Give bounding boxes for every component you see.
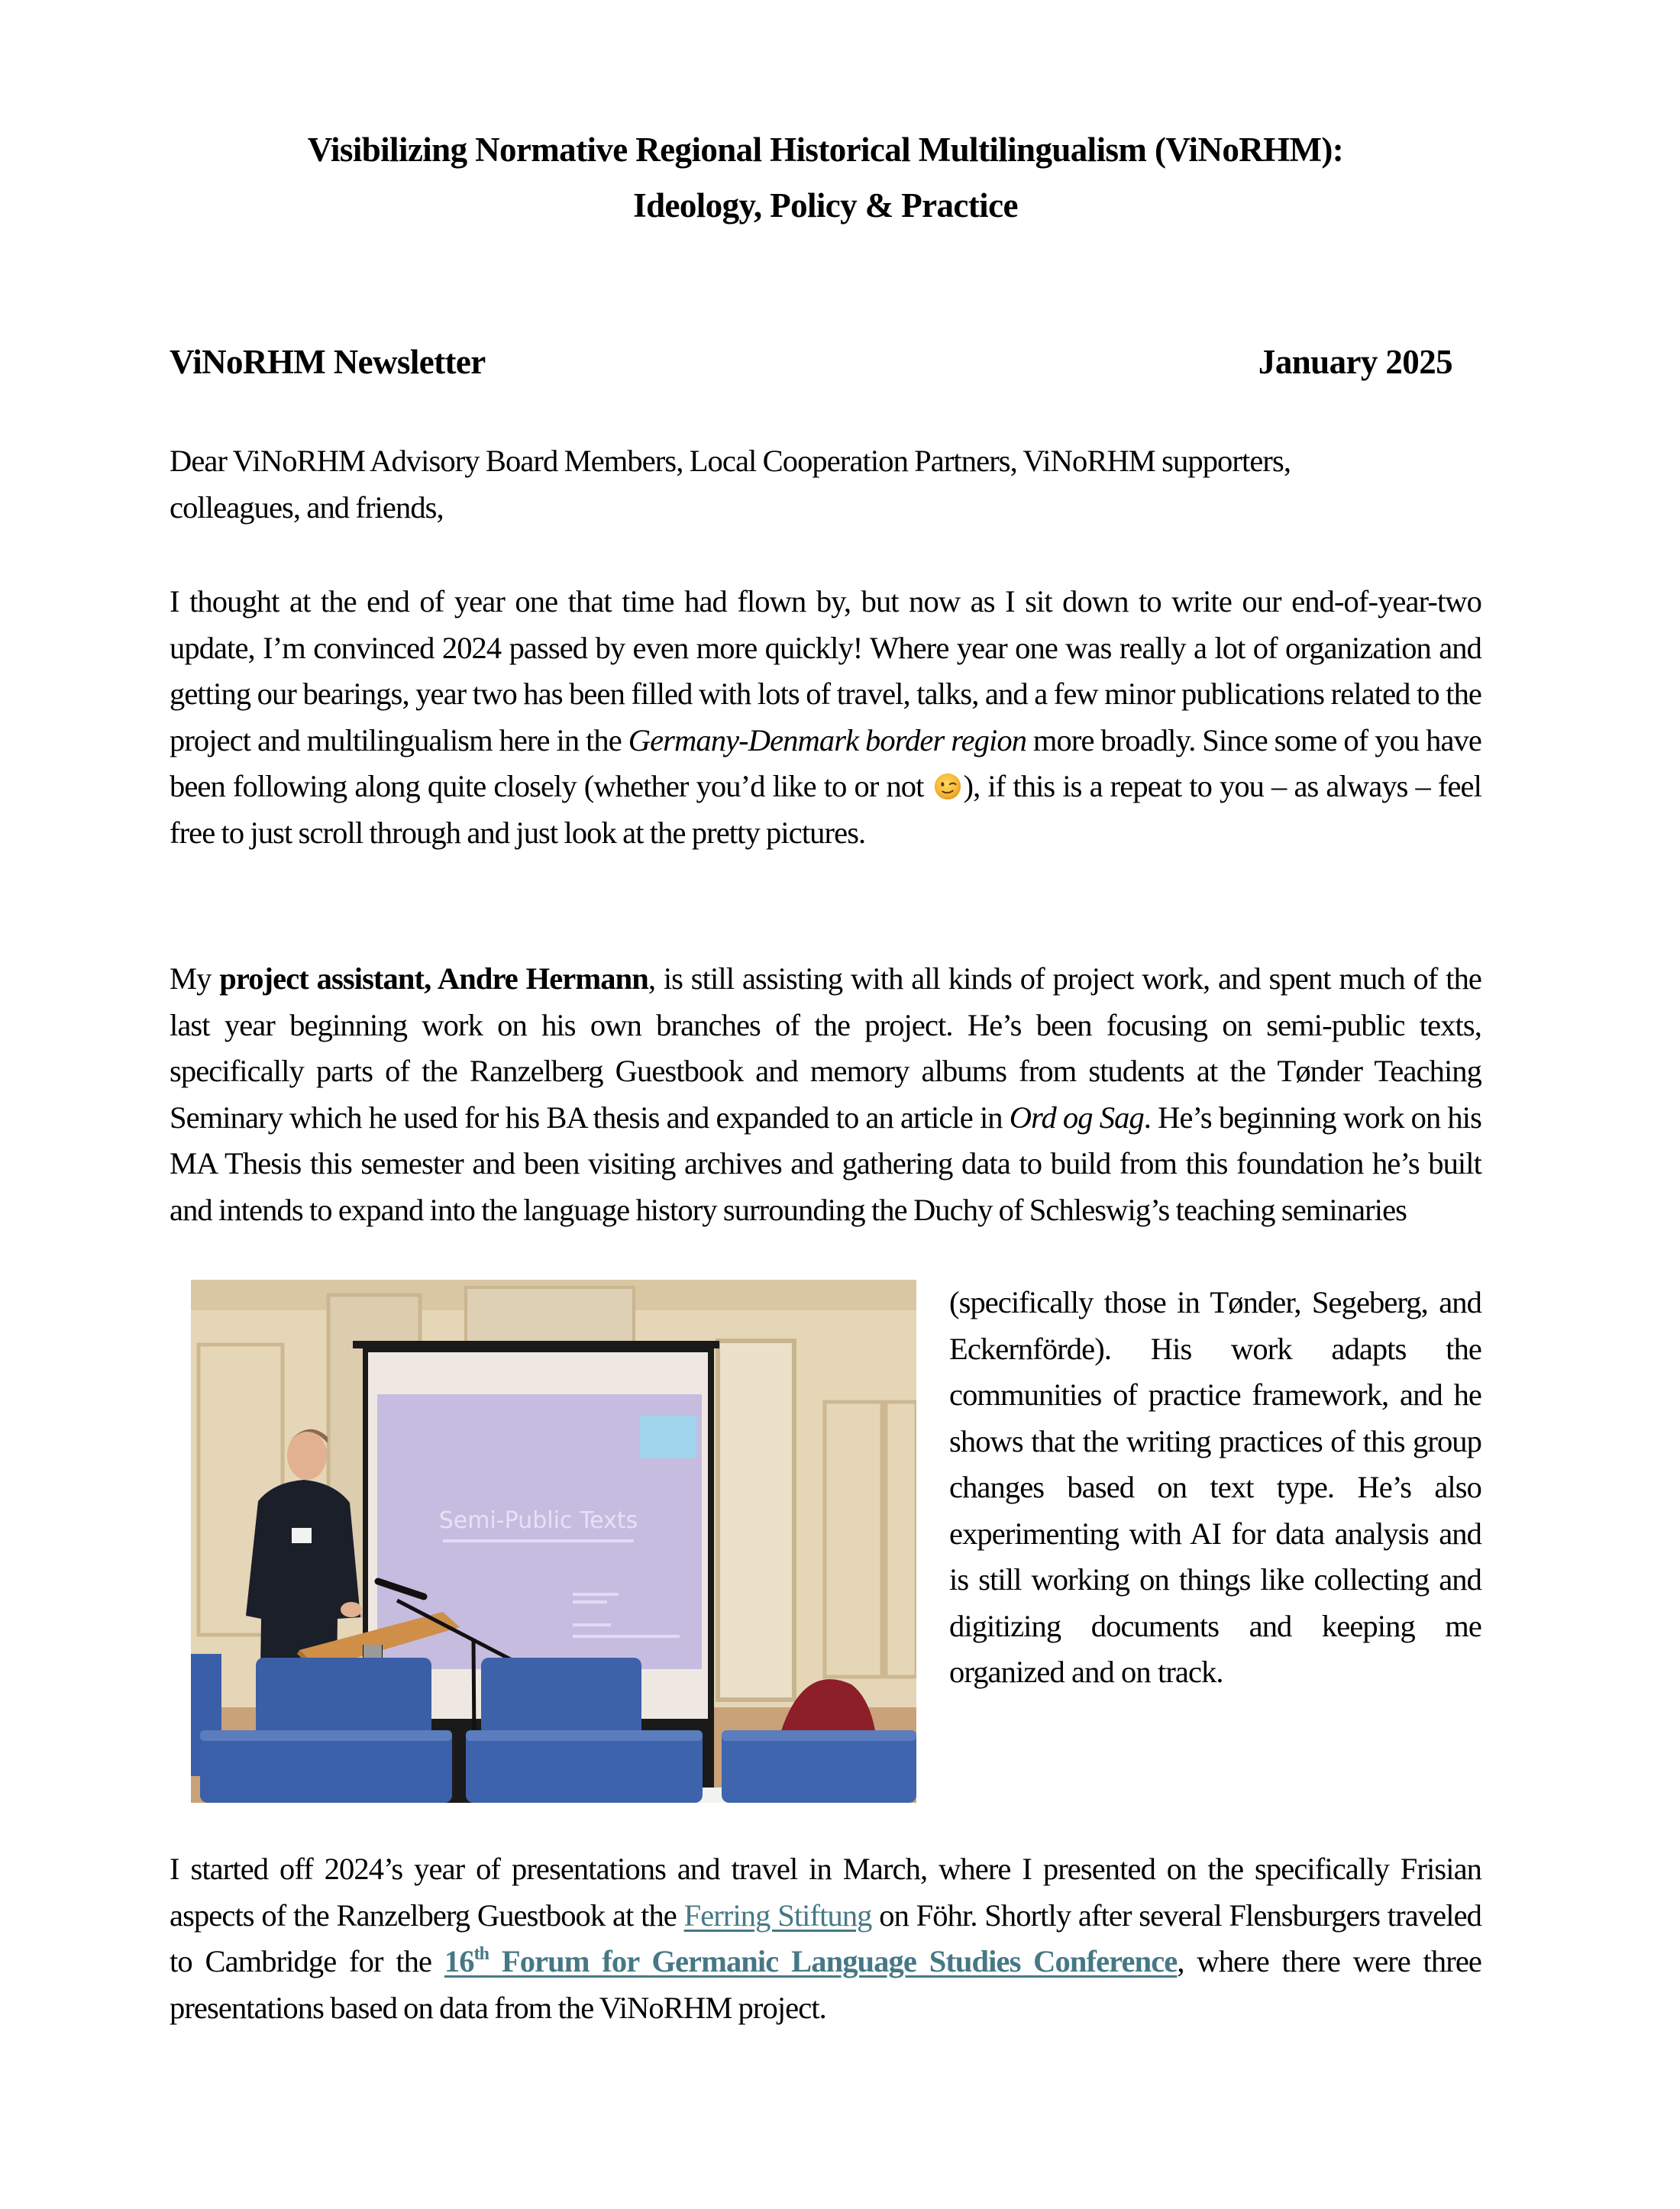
journal-name-italic: Ord og Sag	[1009, 1100, 1144, 1135]
presentations-paragraph	[170, 1846, 1481, 2031]
presentations-text-1: I started off 2024’s year of presentations and travel in March, where I presented on the specifically Frisian aspects of the Ranzelberg Guestbook at the	[170, 1852, 1481, 1933]
forum-germanic-language-studies-link[interactable]	[444, 1944, 1178, 1978]
intro-text-2: more broadly. Since some of you have been following along quite closely (whether you’d like to or not	[170, 722, 1481, 803]
presentations-text-3: , where there were three presentations based on data from the ViNoRHM project.	[170, 1944, 1481, 2025]
intro-paragraph	[170, 579, 1481, 856]
forum-link-text: Forum for Germanic Language Studies Conference	[489, 1944, 1178, 1978]
assistant-name-bold: project assistant, Andre Hermann	[219, 961, 648, 996]
title-line-2: Ideology, Policy & Practice	[633, 186, 1018, 224]
title-line-1: Visibilizing Normative Regional Historical Multilingualism (ViNoRHM):	[307, 131, 1344, 169]
assistant-lead: My	[170, 961, 220, 996]
newsletter-name: ViNoRHM Newsletter	[170, 343, 486, 381]
intro-text-1: I thought at the end of year one that time had flown by, but now as I sit down to write our end-of-year-two update, I’m convinced 2024 passed by even more quickly! Where year one was really a lot of organization and getting our bearings, year two has been filled with lots of travel, talks, and a few minor publications related to the project and multilingualism here in the	[170, 584, 1481, 757]
assistant-paragraph	[170, 956, 1481, 1233]
winking-face-emoji-icon	[933, 772, 962, 801]
forum-link-ordinal: th	[473, 1944, 489, 1964]
presentation-photo	[191, 1280, 916, 1803]
assistant-text-1: , is still assisting with all kinds of project work, and spent much of the last year beginning work on his own branches of the project. He’s been focusing on semi-public texts, specifically parts of the Ranzelberg Guestbook and memory albums from students at the Tønder Teaching Seminary which he used for his BA thesis and expanded to an article in	[170, 961, 1481, 1135]
forum-link-number: 16	[444, 1944, 474, 1978]
ferring-stiftung-link[interactable]: Ferring Stiftung	[683, 1897, 872, 1933]
newsletter-masthead	[170, 342, 1452, 382]
intro-region-italic: Germany-Denmark border region	[628, 722, 1027, 757]
document-title	[170, 122, 1481, 234]
salutation: Dear ViNoRHM Advisory Board Members, Local Cooperation Partners, ViNoRHM supporters, colleagues, and friends,	[170, 444, 1291, 525]
photo-slide-title: Semi-Public Texts	[438, 1507, 638, 1534]
wrapped-text-column: (specifically those in Tønder, Segeberg, and Eckernförde). His work adapts the communities of practice framework, and he shows that the writing practices of this group changes based on text type. He’s also experimenting with AI for data analysis and is still working on things like collecting and digitizing documents and keeping me organized and on track.	[949, 1285, 1481, 1689]
issue-date: January 2025	[1258, 343, 1452, 381]
assistant-text-2: . He’s beginning work on his MA Thesis this semester and been visiting archives and gathering data to build from this foundation he’s built and intends to expand into the language history surrounding the Duchy of Schleswig’s teaching seminaries	[170, 1100, 1482, 1227]
photo-door-right	[718, 1341, 794, 1700]
photo-presenter-at-lectern	[191, 1280, 916, 1803]
intro-text-3: ), if this is a repeat to you – as always – feel free to just scroll through and just look at the pretty pictures.	[170, 769, 1481, 850]
presentations-text-2: on Föhr. Shortly after several Flensburgers traveled to Cambridge for the	[170, 1897, 1482, 1978]
